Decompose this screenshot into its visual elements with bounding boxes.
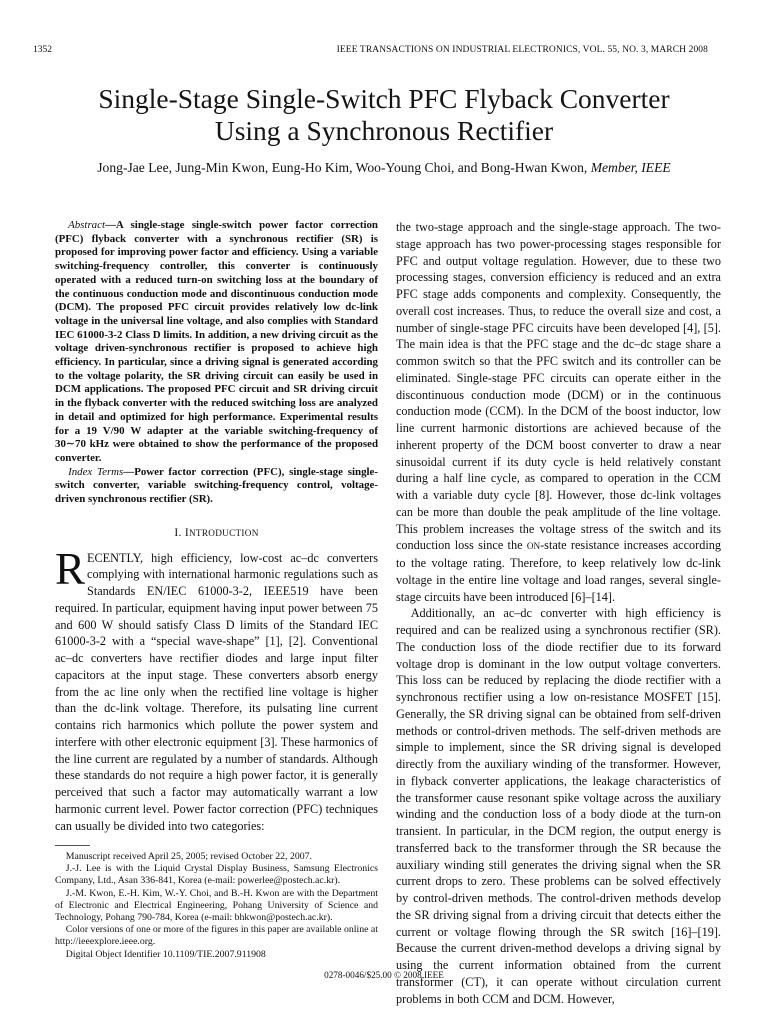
running-head: IEEE TRANSACTIONS ON INDUSTRIAL ELECTRONICS, VOL. 55, NO. 3, MARCH 2008 — [336, 45, 708, 55]
title-line-1: Single-Stage Single-Switch PFC Flyback Converter — [98, 83, 670, 114]
intro-paragraph — [55, 543, 378, 835]
abstract — [55, 219, 378, 466]
on-state-smallcaps: ON — [526, 541, 541, 552]
abstract-text: —A single-stage single-switch power factor correction (PFC) flyback converter with a synchronous rectifier (SR) is proposed for improving power factor and efficiency. Using a variable switching-frequency controller, this converter is continuously operated with a reduced turn-on switching loss at the boundary of the continuous conduction mode and discontinuous conduction mode (DCM). The proposed PFC circuit provides relatively low dc-link voltage in the universal line voltage, and also complies with Standard IEC 61000-3-2 Class D limits. In addition, a new driving circuit as the voltage driven-synchronous rectifier is proposed to achieve high efficiency. In particular, since a driving signal is generated according to the voltage polarity, the SR driving circuit can easily be used in DCM applications. The proposed PFC circuit and SR driving circuit in the flyback converter with the reduced switching loss are analyzed in detail and optimized for high performance. Experimental results for a 19 V/90 W adapter at the variable switching-frequency of 30∼70 kHz were obtained to show the performance of the proposed converter. — [55, 219, 378, 464]
index-terms — [55, 466, 378, 507]
author-list — [0, 160, 768, 176]
body-text: the two-stage approach and the single-stage approach. The two-stage approach has two power-processing stages responsible for PFC and output voltage regulation. However, due to these two processing stages, conversion efficiency is reduced and an extra PFC stage adds components and complexity. Consequently, the overall cost increases. Thus, to reduce the overall size and cost, a number of single-stage PFC circuits have been developed [4], [5]. The main idea is that the PFC stage and the dc–dc stage share a common switch so that the PFC switch and its controller can be eliminated. Single-stage PFC circuits can operate either in the discontinuous conduction mode (DCM) or in the continuous conduction mode (CCM). In the DCM of the boost inductor, low line current harmonic distortions are achieved because of the inherent property of the DCM boost converter to draw a near sinusoidal current if its duty cycle is held relatively constant during a half line cycle, as compared to operation in the CCM with a variable duty cycle [8]. However, those dc-link voltages can be more than double the peak amplitude of the line voltage. This problem increases the voltage stress of the switch and its conduction loss since the — [396, 220, 721, 553]
section-title-initial: I — [184, 526, 189, 539]
right-column — [396, 219, 721, 1007]
page-number: 1352 — [33, 45, 52, 55]
footnote-doi: Digital Object Identifier 10.1109/TIE.2007.911908 — [65, 948, 266, 960]
section-numeral: I. — [174, 526, 185, 539]
abstract-label: Abstract — [68, 219, 105, 231]
index-terms-label: Index Terms — [68, 465, 124, 478]
paper-title — [0, 83, 768, 147]
drop-cap: R — [55, 543, 86, 594]
footnote-received: Manuscript received April 25, 2005; revised October 22, 2007. — [65, 851, 312, 862]
index-terms-text: —Power factor correction (PFC), single-stage single-switch converter, variable switching-frequency control, voltage-driven synchronous rectifier (SR). — [55, 465, 378, 506]
intro-paragraph-text: ECENTLY, high efficiency, low-cost ac–dc converters complying with international harmonic regulations such as Standards EN/IEC 61000-3-2, IEEE519 have been required. In particular, equipment having input power between 75 and 600 W should satisfy Class D limits of the Standard IEC 61000-3-2 with a “special wave-shape” [1], [2]. Conventional ac–dc converters have rectifier diodes and large input filter capacitors at the input stage. These converters absorb energy from the ac line only when the rectified line voltage is higher than the dc-link voltage. Therefore, its pulsating line current contains rich harmonics which pollute the power system and interfere with other electronic equipment [3]. These harmonics of the line current are regulated by a number of standards. Although these standards do not require a high power factor, it is generally perceived that such a factor may automatically warrant a low harmonic current level. Power factor correction (PFC) techniques can usually be divided into two categories: — [55, 550, 378, 833]
title-line-2: Using a Synchronous Rectifier — [214, 115, 554, 146]
author-names: Jong-Jae Lee, Jung-Min Kwon, Eung-Ho Kim, Woo-Young Choi, and Bong-Hwan Kwon, — [97, 160, 591, 175]
copyright-line: 0278-0046/$25.00 © 2008 IEEE — [324, 970, 444, 980]
body-text: -state resistance increases according to the voltage rating. Therefore, to keep relatively low dc-link voltage in the entire line voltage and load ranges, several single-stage circuits have been introduced [6]–[14]. — [396, 538, 721, 604]
left-column — [55, 219, 378, 834]
author-membership: Member, IEEE — [590, 160, 671, 175]
footnote-rule — [55, 845, 90, 846]
body-paragraph — [396, 219, 721, 605]
footnote-affiliation-lee: J.-J. Lee is with the Liquid Crystal Display Business, Samsung Electronics Company, Ltd., Asan 336-841, Korea (e-mail: powerlee@postech.ac.kr). — [55, 863, 378, 887]
body-paragraph: Additionally, an ac–dc converter with high efficiency is required and can be realized using a synchronous rectifier (SR). The conduction loss of the diode rectifier due to its forward voltage drop is dominant in the low output voltage converters. This loss can be reduced by replacing the diode rectifier with a synchronous rectifier using a low on-resistance MOSFET [15]. Generally, the SR driving signal can be obtained from self-driven methods or control-driven methods. The self-driven methods are simple to implement, since the SR driving signal is developed directly from the auxiliary winding of the transformer. However, in flyback converter applications, the leakage characteristics of the transformer cause resonant spike voltage across the auxiliary winding and the conduction loss of a body diode at the turn-on transient. In particular, in the DCM region, the output energy is transferred back to the transformer through the SR because the auxiliary winding still generates the driving signal when the SR current drops to zero. These problems can be solved effectively by control-driven methods. The control-driven methods develop the SR driving signal from a driving circuit that detects either the current or voltage flowing through the SR switch [16]–[19]. Because the current driven-method develops a driving signal by using the current information obtained from the current transformer (CT), it can operate without circulation current problems in both CCM and DCM. However, — [396, 606, 721, 1006]
footnote-affiliation-others: J.-M. Kwon, E.-H. Kim, W.-Y. Choi, and B.-H. Kwon are with the Department of Electronic and Electrical Engineering, Pohang University of Science and Technology, Pohang 790-784, Korea (e-mail: bhkwon@postech.ac.kr). — [55, 887, 378, 924]
section-heading-introduction — [55, 525, 378, 542]
footnote-color-note: Color versions of one or more of the figures in this paper are available online at http://ieeexplore.ieee.org. — [55, 924, 378, 948]
footnotes — [55, 851, 378, 961]
section-title-rest: NTRODUCTION — [188, 527, 259, 538]
